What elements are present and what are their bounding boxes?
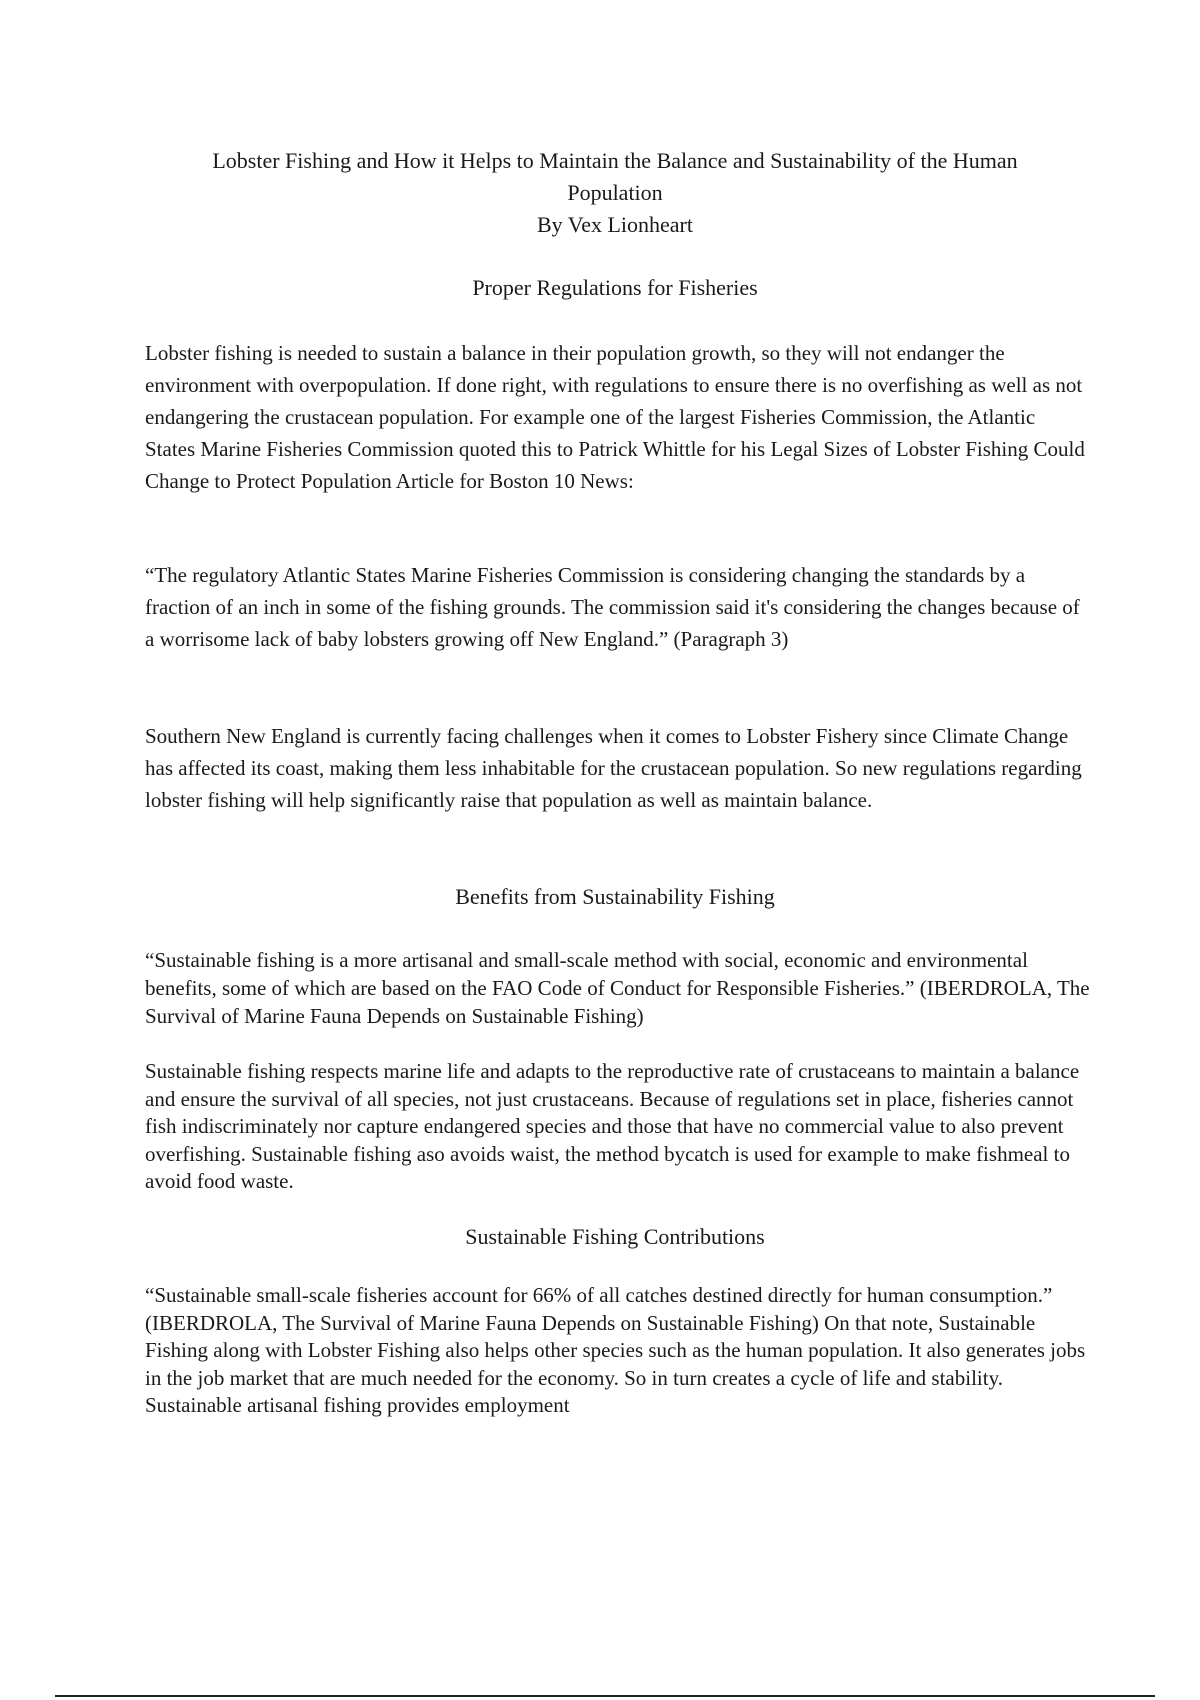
section-heading-contributions: Sustainable Fishing Contributions xyxy=(465,1224,765,1249)
paragraph-commission-quote: “The regulatory Atlantic States Marine Fisheries Commission is considering changing the standards by a fraction of an inch in some of the fishing grounds. The commission said it's considering the changes because of a worrisome lack of baby lobsters growing off New England.” (Paragraph 3) xyxy=(145,563,1080,651)
document-title-block xyxy=(140,145,1090,241)
document-title-line-1: Lobster Fishing and How it Helps to Maintain the Balance and Sustainability of the Human xyxy=(212,148,1018,173)
paragraph-southern-new-england: Southern New England is currently facing challenges when it comes to Lobster Fishery since Climate Change has affected its coast, making them less inhabitable for the crustacean population. So new regulations regarding lobster fishing will help significantly raise that population as well as maintain balance. xyxy=(145,724,1082,812)
document-byline: By Vex Lionheart xyxy=(536,212,693,237)
paragraph-contributions: “Sustainable small-scale fisheries account for 66% of all catches destined directly for human consumption.” (IBERDROLA, The Survival of Marine Fauna Depends on Sustainable Fishing) On that note, Sustainable Fishing along with Lobster Fishing also helps other species such as the human population. It also generates jobs in the job market that are much needed for the economy. So in turn creates a cycle of life and stability. Sustainable artisanal fishing provides employment xyxy=(145,1283,1086,1417)
paragraph-lobster-fishing-intro: Lobster fishing is needed to sustain a balance in their population growth, so they will not endanger the environment with overpopulation. If done right, with regulations to ensure there is no overfishing as well as not endangering the crustacean population. For example one of the largest Fisheries Commission, the Atlantic States Marine Fisheries Commission quoted this to Patrick Whittle for his Legal Sizes of Lobster Fishing Could Change to Protect Population Article for Boston 10 News: xyxy=(145,341,1085,493)
section-heading-benefits: Benefits from Sustainability Fishing xyxy=(455,884,775,909)
page-bottom-rule xyxy=(55,1695,1155,1697)
paragraph-sustainable-fishing-quote: “Sustainable fishing is a more artisanal and small-scale method with social, economic and environmental benefits, some of which are based on the FAO Code of Conduct for Responsible Fisheries.” (IBERDROLA, The Survival of Marine Fauna Depends on Sustainable Fishing) xyxy=(145,948,1090,1028)
document-title-line-2: Population xyxy=(567,180,663,205)
paragraph-sustainable-fishing-respects: Sustainable fishing respects marine life and adapts to the reproductive rate of crustaceans to maintain a balance and ensure the survival of all species, not just crustaceans. Because of regulations set in place, fisheries cannot fish indiscriminately nor capture endangered species and those that have no commercial value to also prevent overfishing. Sustainable fishing aso avoids waist, the method bycatch is used for example to make fishmeal to avoid food waste. xyxy=(145,1059,1080,1193)
section-heading-regulations: Proper Regulations for Fisheries xyxy=(472,275,758,300)
